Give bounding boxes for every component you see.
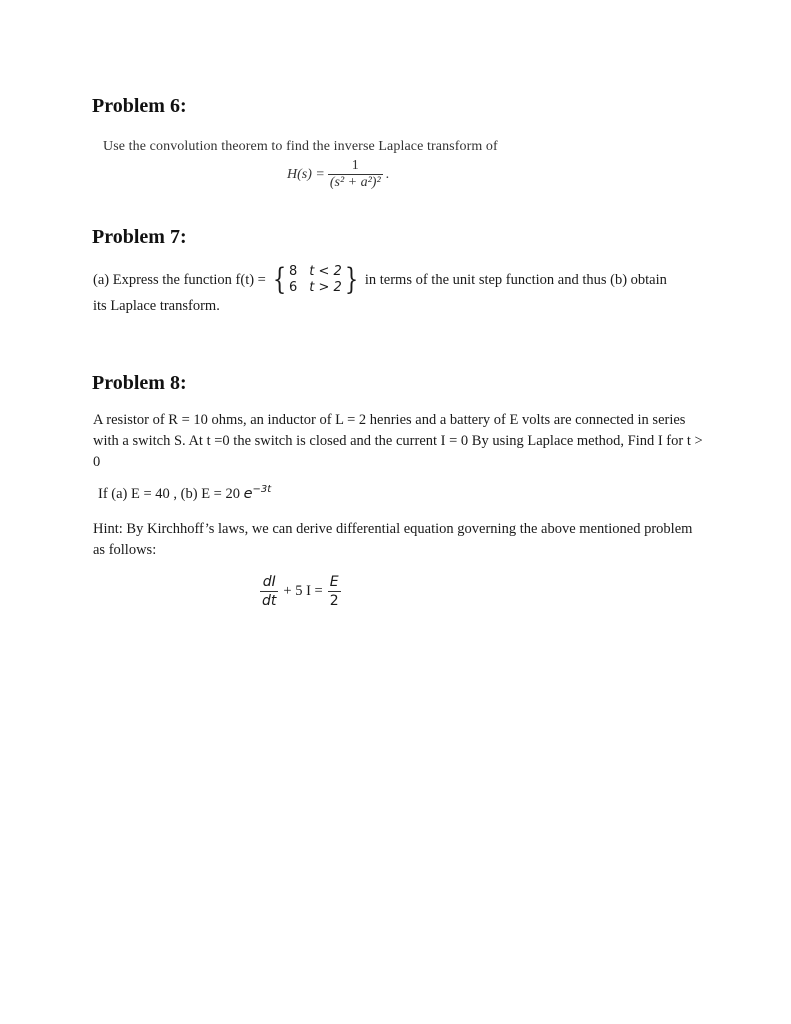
problem-8-hint: Hint: By Kirchhoff’s laws, we can derive differential equation governing the above mentioned problem as follows:	[93, 521, 693, 558]
derivative-numerator: dI	[262, 574, 276, 590]
rhs-denominator: 2	[329, 593, 339, 609]
problem-7-heading: Problem 7:	[92, 226, 187, 248]
equation-end: .	[385, 166, 390, 182]
equation-fraction	[328, 158, 383, 191]
problem-6-equation	[287, 158, 389, 191]
rhs-numerator: E	[329, 574, 339, 590]
case-condition: t > 2	[309, 280, 342, 295]
case-row	[289, 264, 342, 280]
cases-prefix: If (a) E = 40 , (b) E = 20	[98, 485, 244, 502]
case-row	[289, 280, 342, 296]
fraction-numerator: 1	[351, 158, 359, 173]
derivative-fraction	[260, 573, 278, 610]
derivative-denominator: dt	[262, 593, 277, 609]
differential-equation	[257, 573, 344, 610]
equation-middle: + 5 I =	[283, 583, 323, 599]
problem-7-suffix: in terms of the unit step function and thus (b) obtain	[364, 271, 667, 288]
problem-8-cases	[98, 484, 271, 503]
right-brace-icon: }	[344, 262, 358, 297]
left-brace-icon: {	[272, 262, 287, 297]
fraction-denominator: (s² + a²)²	[329, 175, 381, 190]
problem-8-paragraph: A resistor of R = 10 ohms, an inductor of L = 2 henries and a battery of E volts are connected in series with a switch S. At t =0 the switch is closed and the current I = 0 By using Laplace method, Find I for t > 0	[93, 412, 703, 470]
exp-base: e	[243, 485, 253, 502]
problem-6-heading: Problem 6:	[92, 95, 187, 117]
case-value: 6	[288, 280, 298, 295]
problem-7-line-2: its Laplace transform.	[93, 298, 220, 314]
problem-8-heading: Problem 8:	[92, 372, 187, 394]
exp-power: −3t	[252, 484, 272, 495]
equation-lhs: H(s) =	[287, 166, 325, 182]
piecewise-function	[270, 264, 361, 296]
case-value: 8	[288, 264, 298, 279]
problem-7-line-1	[93, 264, 667, 296]
problem-6-text: Use the convolution theorem to find the inverse Laplace transform of	[103, 139, 498, 154]
rhs-fraction	[328, 573, 341, 610]
problem-7-prefix: (a) Express the function f(t) =	[93, 271, 266, 288]
case-condition: t < 2	[309, 264, 342, 279]
